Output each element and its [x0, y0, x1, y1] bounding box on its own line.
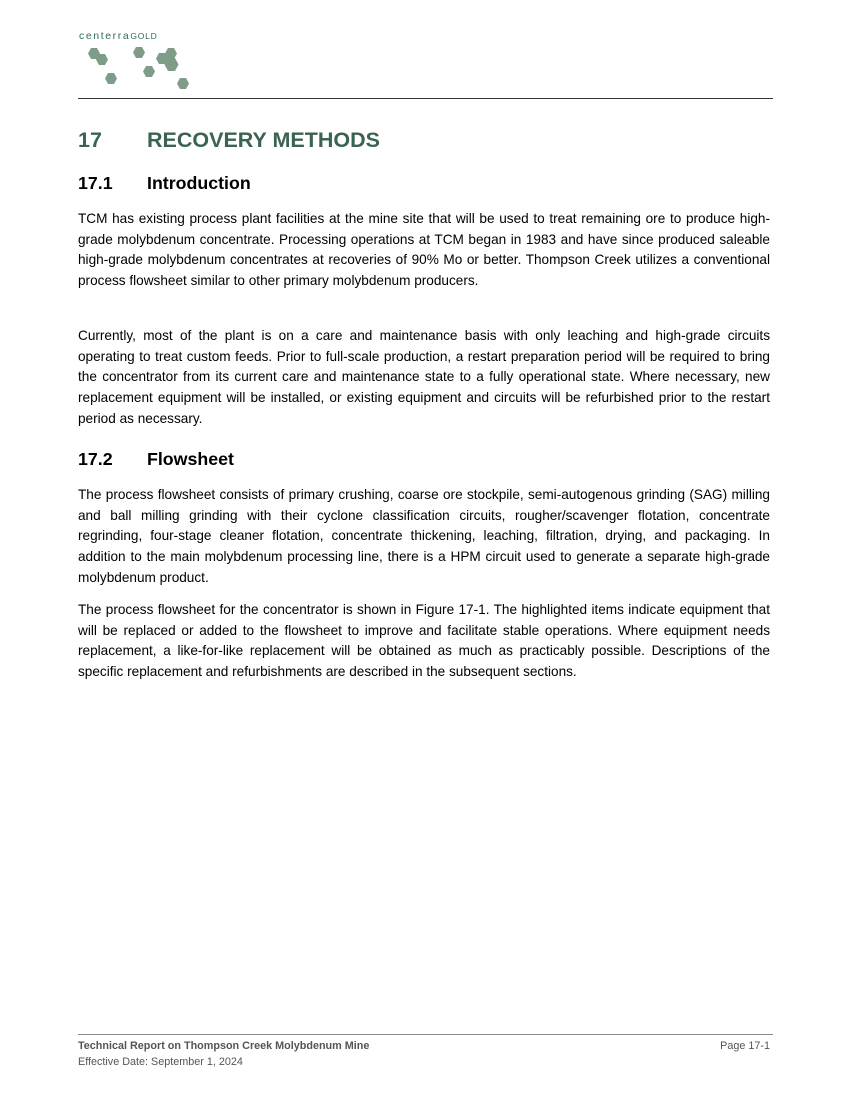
body-paragraph: Currently, most of the plant is on a care and maintenance basis with only leaching and high-grade circuits operating to treat custom feeds. Prior to full-scale production, a restart preparation period will be required to bring the concentrator from its current care and maintenance state to a fully operational state. Where necessary, new replacement equipment will be installed, or existing equipment and circuits will be refurbished prior to the restart period as necessary. [78, 328, 770, 426]
section-title: Flowsheet [147, 449, 234, 469]
body-paragraph: The process flowsheet for the concentrator is shown in Figure 17-1. The highlighted items indicate equipment that will be replaced or added to the flowsheet to improve and facilitate stable operations. Where equipment needs replacement, a like-for-like replacement will be obtained as much as practicably possible. Descriptions of the specific replacement and refurbishments are described in the subsequent sections. [78, 602, 770, 680]
logo-text-main: centerra [79, 30, 131, 42]
section-title: Introduction [147, 173, 251, 193]
header-divider [78, 98, 773, 99]
footer-report-title: Technical Report on Thompson Creek Molybdenum Mine [78, 1040, 370, 1052]
chapter-title: RECOVERY METHODS [147, 128, 380, 152]
logo-hexagons-icon [79, 44, 204, 94]
section-number: 17.1 [78, 173, 113, 193]
logo-wordmark [79, 30, 158, 42]
section-heading-flowsheet [78, 449, 234, 470]
section-heading-introduction [78, 173, 251, 194]
logo-text-gold: GOLD [130, 31, 158, 41]
footer-divider [78, 1034, 773, 1035]
section-number: 17.2 [78, 449, 113, 469]
footer-effective-date: Effective Date: September 1, 2024 [78, 1056, 243, 1068]
body-paragraph: The process flowsheet consists of primary crushing, coarse ore stockpile, semi-autogenous grinding (SAG) milling and ball milling grinding with their cyclone classification circuits, rougher/scavenger flotation, concentrate regrinding, four-stage cleaner flotation, concentrate thickening, leaching, filtration, drying, and packaging. In addition to the main molybdenum processing line, there is a HPM circuit used to generate a separate high-grade molybdenum product. [78, 487, 770, 585]
chapter-heading [78, 128, 380, 153]
chapter-number: 17 [78, 128, 102, 152]
footer-page-number: Page 17-1 [720, 1040, 770, 1052]
body-paragraph: TCM has existing process plant facilities at the mine site that will be used to treat remaining ore to produce high-grade molybdenum concentrate. Processing operations at TCM began in 1983 and have since produced saleable high-grade molybdenum concentrates at recoveries of 90% Mo or better. Thompson Creek utilizes a conventional process flowsheet similar to other primary molybdenum producers. [78, 211, 770, 289]
company-logo [79, 30, 204, 94]
